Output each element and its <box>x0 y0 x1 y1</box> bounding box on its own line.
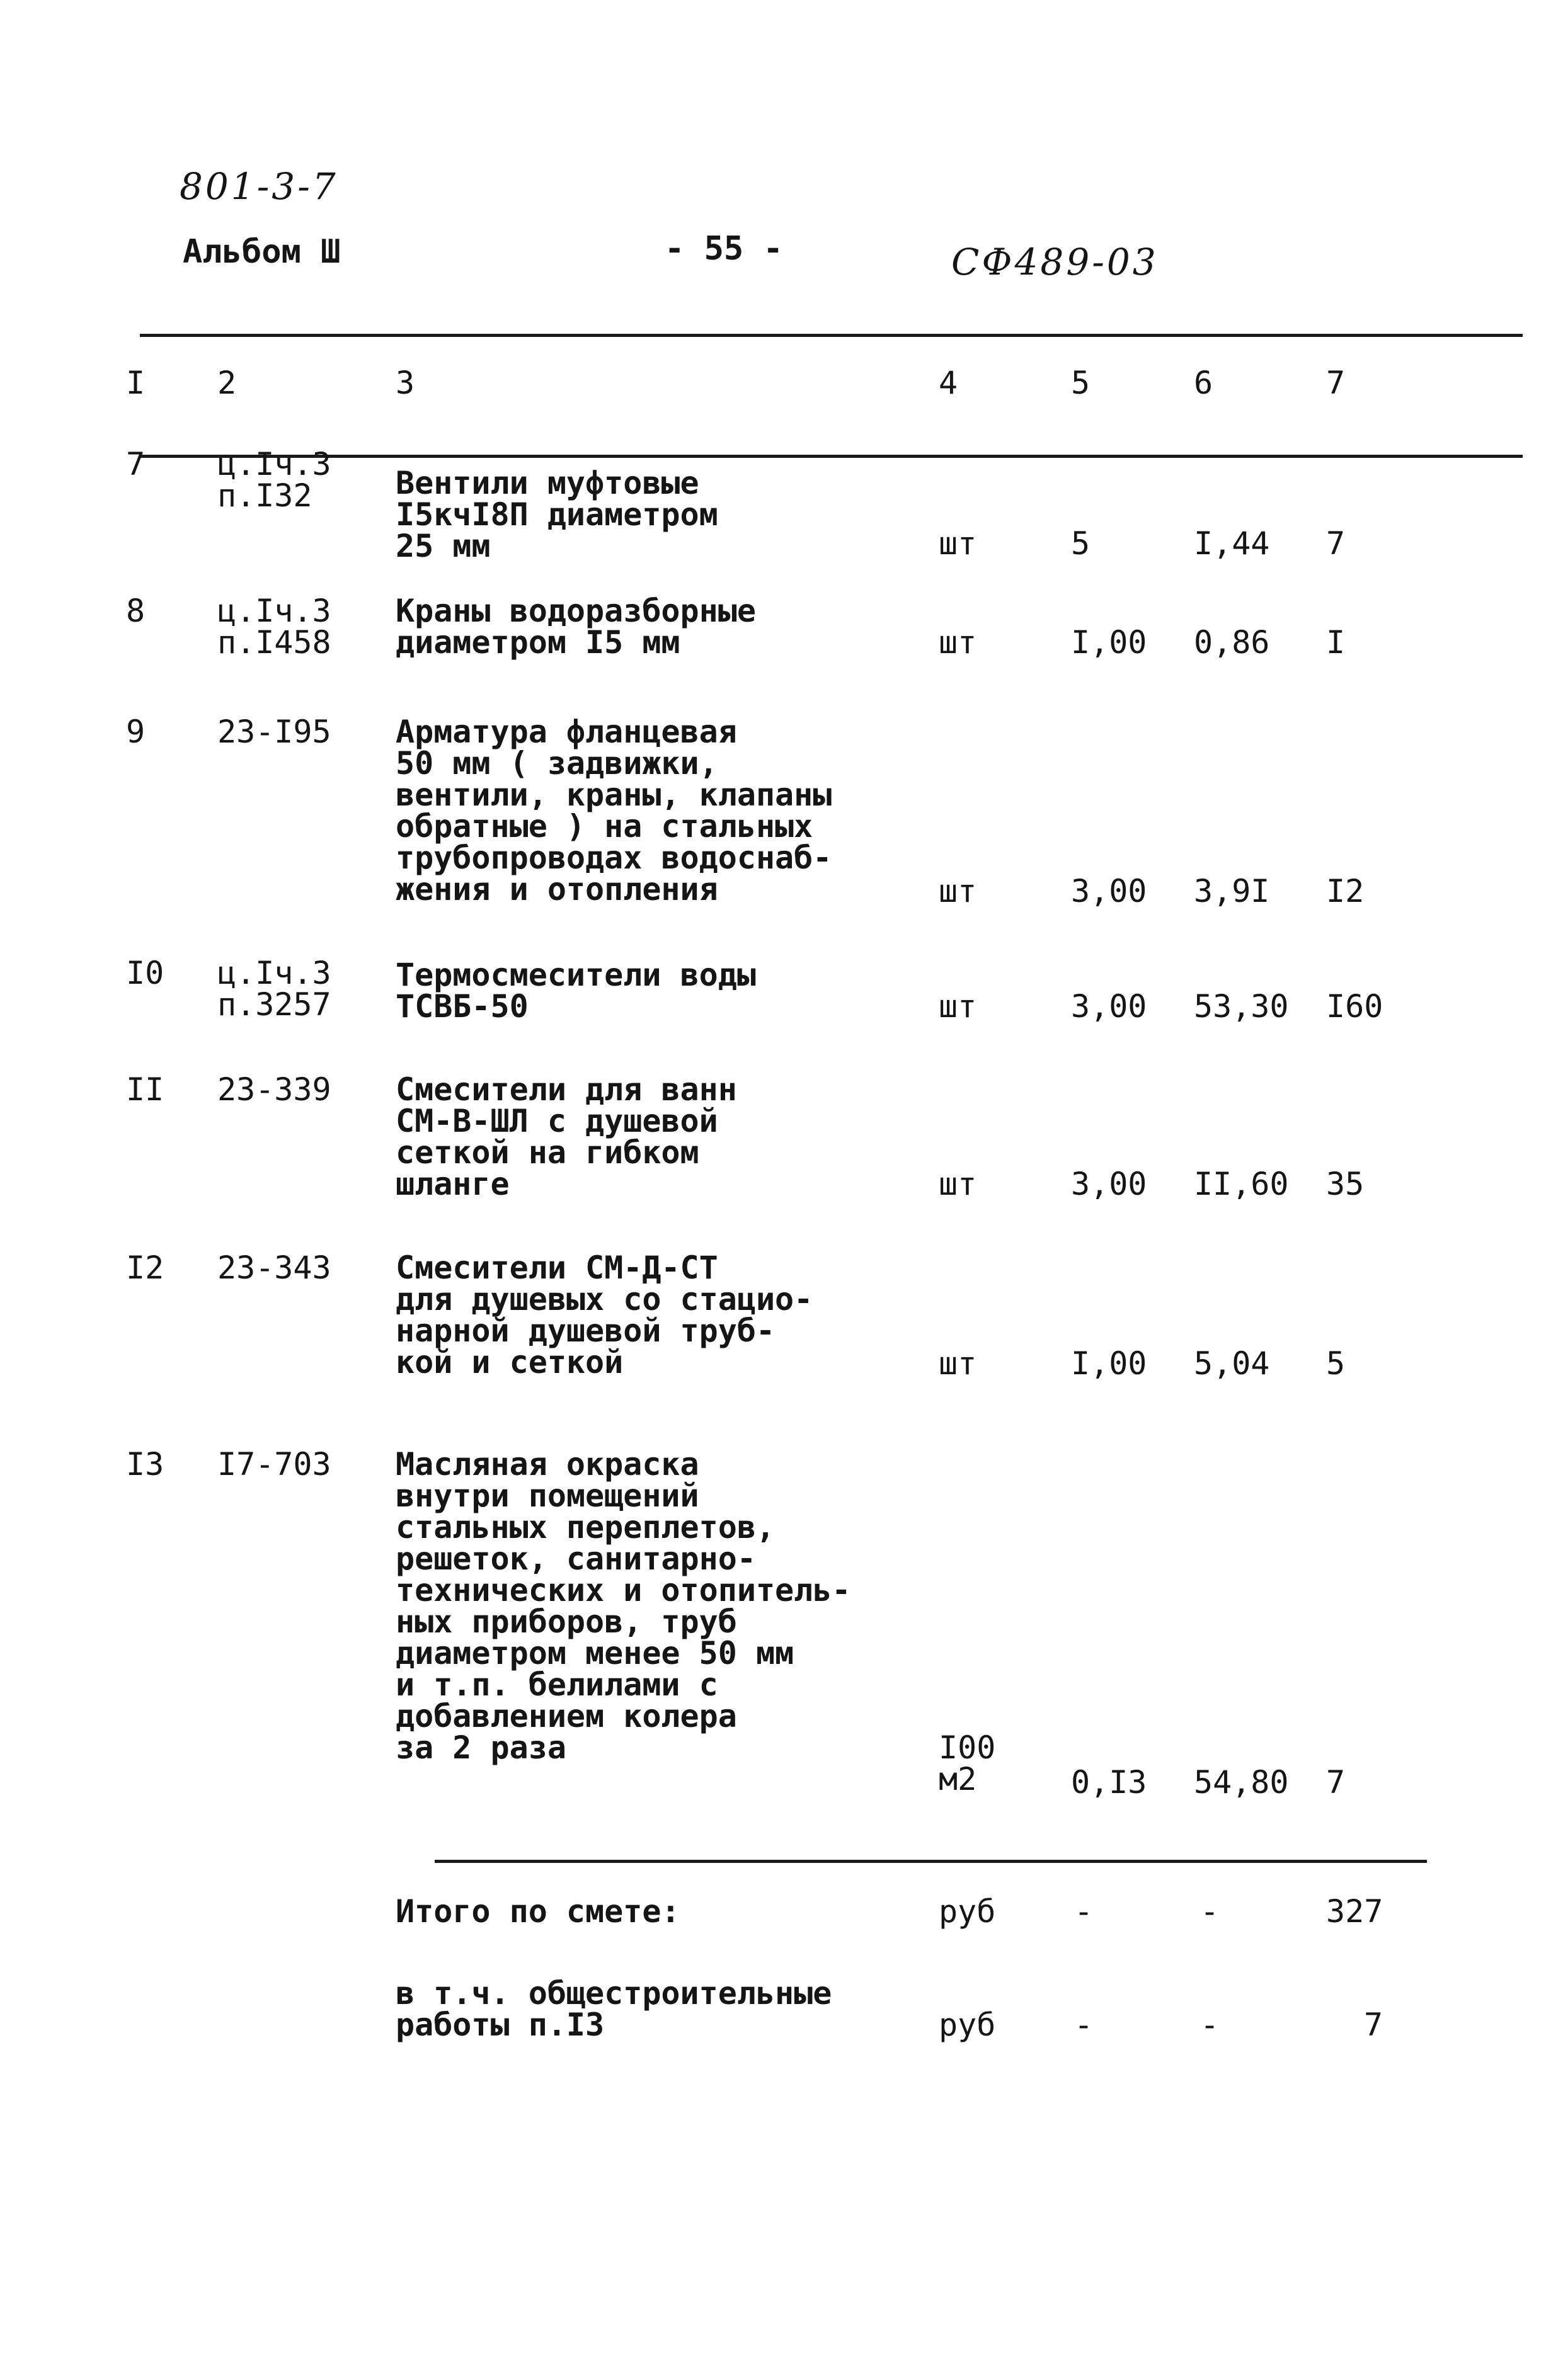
totals-total: 327 <box>1326 1893 1383 1930</box>
col-header-7: 7 <box>1326 365 1346 401</box>
row-total: 7 <box>1326 1764 1346 1801</box>
totals-quantity: - <box>1074 1893 1094 1930</box>
row-number: I0 <box>126 955 164 991</box>
totals-price: - <box>1200 2007 1220 2043</box>
totals-label: в т.ч. общестроительные работы п.I3 <box>396 1975 832 2043</box>
row-unit: шт <box>939 1166 977 1202</box>
row-number: 7 <box>126 446 146 482</box>
row-price: 5,04 <box>1194 1345 1270 1382</box>
row-description: Арматура фланцевая 50 мм ( задвижки, вентили, краны, клапаны обратные ) на стальных трубопроводах водоснаб- жения и отопления <box>396 714 832 908</box>
row-total: 7 <box>1326 525 1346 562</box>
top-rule <box>140 334 1523 337</box>
row-price: 0,86 <box>1194 624 1270 661</box>
row-reference: I7-703 <box>217 1446 331 1483</box>
totals-unit: руб <box>939 2007 996 2043</box>
row-unit: шт <box>939 873 977 909</box>
page-number: - 55 - <box>665 230 783 268</box>
totals-total: 7 <box>1364 2007 1383 2043</box>
totals-quantity: - <box>1074 2007 1094 2043</box>
row-description: Вентили муфтовые I5кчI8П диаметром 25 мм <box>396 465 718 564</box>
row-unit: шт <box>939 988 977 1025</box>
row-price: 3,9I <box>1194 873 1270 909</box>
col-header-4: 4 <box>939 365 958 401</box>
row-total: I2 <box>1326 873 1365 909</box>
row-quantity: 0,I3 <box>1071 1764 1147 1801</box>
row-description: Смесители СМ-Д-СТ для душевых со стацио- нарной душевой труб- кой и сеткой <box>396 1250 813 1381</box>
row-description: Краны водоразборные диаметром I5 мм <box>396 593 756 661</box>
col-header-5: 5 <box>1071 365 1091 401</box>
row-price: 53,30 <box>1194 988 1289 1025</box>
row-unit: I00 м2 <box>939 1729 996 1797</box>
totals-label: Итого по смете: <box>396 1893 680 1930</box>
row-number: II <box>126 1071 164 1108</box>
row-number: I2 <box>126 1250 164 1286</box>
handwritten-album-code: 801-3-7 <box>180 165 338 208</box>
row-total: I <box>1326 624 1346 661</box>
row-quantity: I,00 <box>1071 624 1147 661</box>
totals-unit: руб <box>939 1893 996 1930</box>
row-unit: шт <box>939 624 977 661</box>
row-reference: ц.Iч.3 п.I458 <box>217 593 331 661</box>
row-reference: ц.Iч.3 п.3257 <box>217 955 331 1023</box>
row-price: I,44 <box>1194 525 1270 562</box>
col-header-2: 2 <box>217 365 237 401</box>
row-description: Масляная окраска внутри помещений стальных переплетов, решеток, санитарно- технических и отопитель- ных приборов, труб диаметром менее 50 мм и т.п. белилами с добавлением колера за 2 раза <box>396 1446 851 1766</box>
row-quantity: 5 <box>1071 525 1091 562</box>
row-reference: 23-343 <box>217 1250 331 1286</box>
header-rule <box>140 455 1523 458</box>
row-unit: шт <box>939 1345 977 1382</box>
row-unit: шт <box>939 525 977 562</box>
totals-rule <box>435 1860 1427 1863</box>
totals-price: - <box>1200 1893 1220 1930</box>
row-total: 5 <box>1326 1345 1346 1382</box>
row-number: 8 <box>126 593 146 629</box>
row-number: I3 <box>126 1446 164 1483</box>
col-header-1: I <box>126 365 146 401</box>
album-label: Альбом Ш <box>183 233 341 271</box>
row-number: 9 <box>126 714 146 750</box>
row-total: 35 <box>1326 1166 1365 1202</box>
row-reference: 23-I95 <box>217 714 331 750</box>
row-description: Смесители для ванн СМ-В-ШЛ с душевой сеткой на гибком шланге <box>396 1071 737 1202</box>
row-total: I60 <box>1326 988 1383 1025</box>
row-quantity: 3,00 <box>1071 988 1147 1025</box>
handwritten-document-code: СФ489-03 <box>951 241 1159 283</box>
row-quantity: I,00 <box>1071 1345 1147 1382</box>
row-price: II,60 <box>1194 1166 1289 1202</box>
row-price: 54,80 <box>1194 1764 1289 1801</box>
col-header-6: 6 <box>1194 365 1213 401</box>
row-reference: 23-339 <box>217 1071 331 1108</box>
row-quantity: 3,00 <box>1071 1166 1147 1202</box>
row-description: Термосмесители воды ТСВБ-50 <box>396 957 756 1025</box>
row-quantity: 3,00 <box>1071 873 1147 909</box>
row-reference: ц.Iч.3 п.I32 <box>217 446 331 514</box>
col-header-3: 3 <box>396 365 415 401</box>
